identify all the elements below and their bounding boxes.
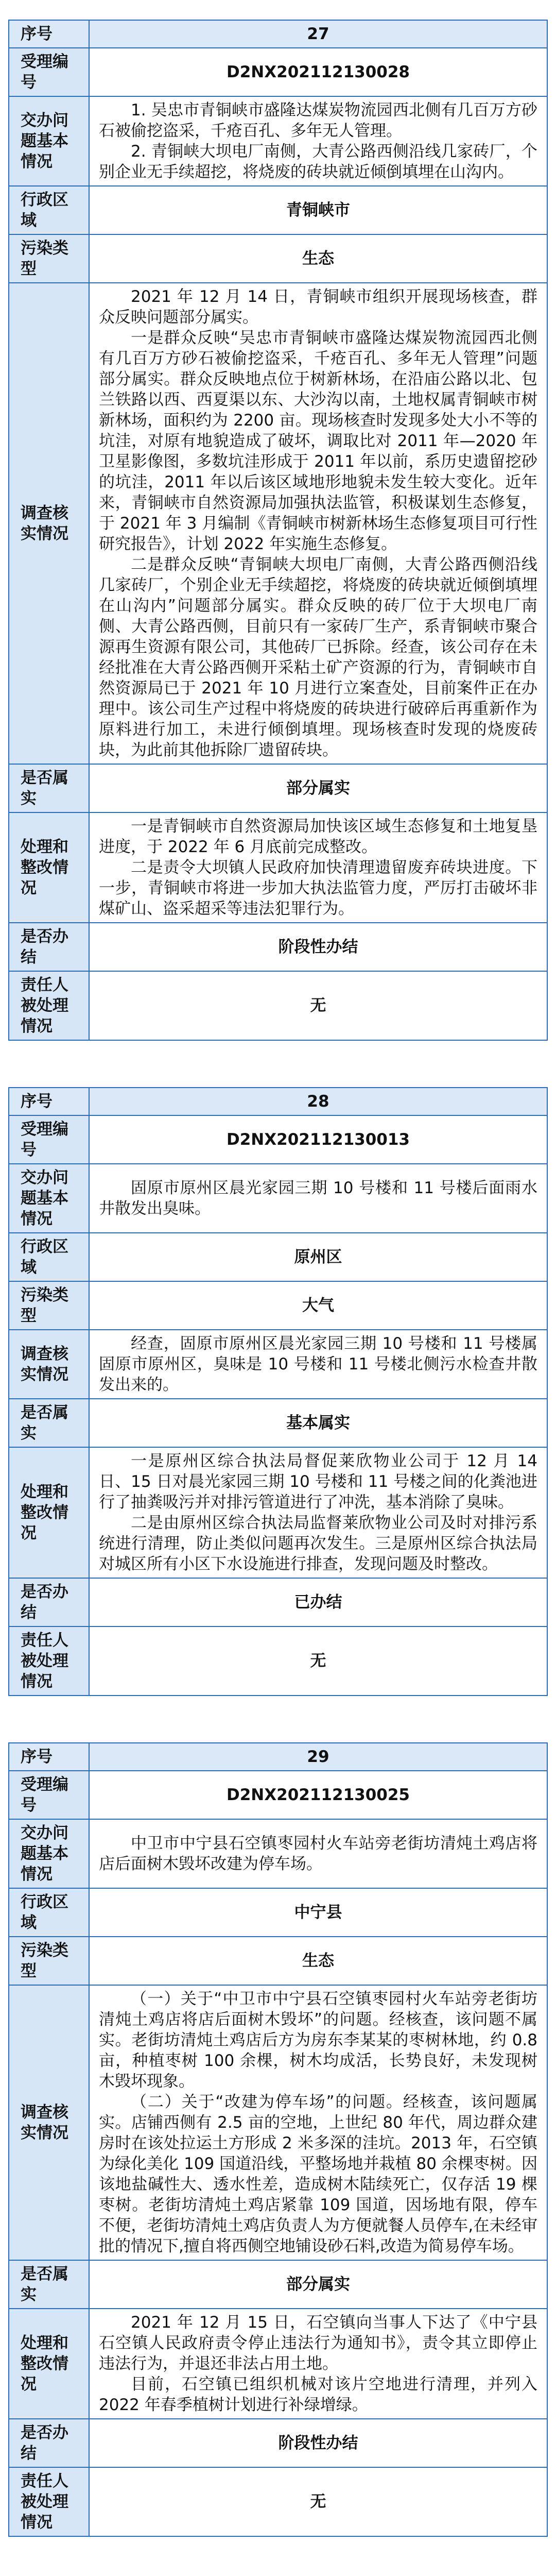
investigation-paragraph: （一）关于“中卫市中宁县石空镇枣园村火车站旁老街坊清炖土鸡店将店后面树木毁坏”的问题。经核查，该问题不属实。老街坊清炖土鸡店后方为房东李某某的枣树林地，约 0.8 亩，种植枣树 100 余棵，树木均成活，长势良好，未发现树木毁坏现象。	[99, 1990, 537, 2091]
handling-value	[89, 812, 547, 923]
problem-paragraph: 2. 青铜峡大坝电厂南侧，大青公路西侧沿线几家砖厂，个别企业无手续超挖，将烧废的砖块就近倾倒填埋在山沟内。	[99, 142, 537, 181]
accountability-label: 责任人被处理情况	[9, 1626, 89, 1696]
record-table-27	[8, 20, 548, 1041]
investigation-value	[89, 1985, 547, 2260]
region-label: 行政区域	[9, 186, 89, 234]
pollution-value: 生态	[89, 234, 547, 283]
accountability-value: 无	[89, 1626, 547, 1696]
accountability-value: 无	[89, 2467, 547, 2536]
case-id-value: D2NX202112130025	[89, 1771, 547, 1819]
problem-value	[89, 1164, 547, 1233]
completed-label: 是否办结	[9, 1578, 89, 1626]
verified-value: 基本属实	[89, 1399, 547, 1447]
problem-paragraph: 1. 吴忠市青铜峡市盛隆达煤炭物流园西北侧有几百万方砂石被偷挖盗采，千疮百孔、多年无人管理。	[99, 101, 537, 140]
problem-value	[89, 96, 547, 186]
case-id-value: D2NX202112130013	[89, 1115, 547, 1164]
pollution-label: 污染类型	[9, 1281, 89, 1330]
investigation-label: 调查核实情况	[9, 1985, 89, 2260]
investigation-paragraph: 一是群众反映“吴忠市青铜峡市盛隆达煤炭物流园西北侧有几百万方砂石被偷挖盗采，千疮百孔、多年无人管理”问题部分属实。群众反映地点位于树新林场，在沿庙公路以北、包兰铁路以西、西夏渠以东、大沙沟以南，土地权属青铜峡市树新林场，面积约为 2200 亩。现场核查时发现多处大小不等的坑洼，对原有地貌造成了破坏，调取比对 2011 年—2020 年卫星影像图，多数坑洼形成于 2011 年以前，系历史遗留挖砂的坑洼，2011 年以后该区域地形地貌未发生较大变化。近年来，青铜峡市自然资源局加强执法监管，积极谋划生态修复，于 2021 年 3 月编制《青铜峡市树新林场生态修复项目可行性研究报告》，计划 2022 年实施生态修复。	[99, 329, 537, 553]
handling-paragraph: 二是责令大坝镇人民政府加快清理遗留废弃砖块进度。下一步，青铜峡市将进一步加大执法监管力度，严厉打击破坏非煤矿山、盗采超采等违法犯罪行为。	[99, 858, 537, 918]
investigation-paragraph: 2021 年 12 月 14 日，青铜峡市组织开展现场核查，群众反映问题部分属实。	[99, 287, 537, 327]
handling-paragraph: 目前，石空镇已组织机械对该片空地进行清理，并列入 2022 年春季植树计划进行补绿增绿。	[99, 2375, 537, 2414]
problem-paragraph: 固原市原州区晨光家园三期 10 号楼和 11 号楼后面雨水井散发出臭味。	[99, 1179, 537, 1218]
investigation-paragraph: 经查，固原市原州区晨光家园三期 10 号楼和 11 号楼属固原市原州区，臭味是 10 号楼和 11 号楼北侧污水检查井散发出来的。	[99, 1334, 537, 1394]
pollution-value: 大气	[89, 1281, 547, 1330]
table-gap	[0, 1041, 556, 1087]
verified-value: 部分属实	[89, 764, 547, 812]
pollution-label: 污染类型	[9, 234, 89, 283]
seq-value: 27	[89, 20, 547, 48]
case-id-value: D2NX202112130028	[89, 48, 547, 96]
region-label: 行政区域	[9, 1888, 89, 1937]
handling-value	[89, 1447, 547, 1578]
region-value: 原州区	[89, 1233, 547, 1281]
verified-label: 是否属实	[9, 764, 89, 812]
handling-paragraph: 二是由原州区综合执法局监督莱欣物业公司及时对排污系统进行清理，防止类似问题再次发生。三是原州区综合执法局对城区所有小区下水设施进行排查，发现问题及时整改。	[99, 1514, 537, 1573]
seq-label: 序号	[9, 1088, 89, 1115]
accountability-label: 责任人被处理情况	[9, 971, 89, 1040]
record-table-28	[8, 1087, 548, 1696]
investigation-paragraph: 二是群众反映“青铜峡大坝电厂南侧，大青公路西侧沿线几家砖厂，个别企业无手续超挖，将烧废的砖块就近倾倒填埋在山沟内”问题部分属实。群众反映的砖厂位于大坝电厂南侧、大青公路西侧，目前只有一家砖厂生产，系青铜峡市聚合源再生资源有限公司，其他砖厂已拆除。经查，该公司存在未经批准在大青公路西侧开采粘土矿产资源的行为，青铜峡市自然资源局已于 2021 年 10 月进行立案查处，目前案件正在办理中。该公司生产过程中将烧废的砖块进行破碎后再重新作为原料进行加工，未进行倾倒填埋。现场核查时发现的烧废砖块，为此前其他拆除厂遗留砖块。	[99, 555, 537, 759]
verified-value: 部分属实	[89, 2260, 547, 2309]
case-id-label: 受理编号	[9, 1771, 89, 1819]
problem-value	[89, 1819, 547, 1888]
completed-label: 是否办结	[9, 2419, 89, 2467]
case-id-label: 受理编号	[9, 1115, 89, 1164]
handling-paragraph: 2021 年 12 月 15 日，石空镇向当事人下达了《中宁县石空镇人民政府责令停止违法行为通知书》，责令其立即停止违法行为，并退还非法占用土地。	[99, 2313, 537, 2373]
region-value: 中宁县	[89, 1888, 547, 1937]
completed-value: 阶段性办结	[89, 2419, 547, 2467]
handling-label: 处理和整改情况	[9, 1447, 89, 1578]
problem-label: 交办问题基本情况	[9, 1164, 89, 1233]
accountability-label: 责任人被处理情况	[9, 2467, 89, 2536]
problem-paragraph: 中卫市中宁县石空镇枣园村火车站旁老街坊清炖土鸡店将店后面树木毁坏改建为停车场。	[99, 1834, 537, 1873]
seq-value: 28	[89, 1088, 547, 1115]
verified-label: 是否属实	[9, 2260, 89, 2309]
completed-value: 已办结	[89, 1578, 547, 1626]
region-value: 青铜峡市	[89, 186, 547, 234]
record-table-29	[8, 1742, 548, 2537]
seq-label: 序号	[9, 1743, 89, 1771]
completed-value: 阶段性办结	[89, 923, 547, 971]
investigation-paragraph: （二）关于“改建为停车场”的问题。经核查，该问题属实。店铺西侧有 2.5 亩的空地，上世纪 80 年代，周边群众建房时在该处拉运土方形成 2 米多深的洼坑。2013 年，石空镇为绿化美化 109 国道沿线，平整场地并栽植 80 余棵枣树。因该地盐碱性大、透水性差，造成树木陆续死亡，仅存活 19 棵枣树。老街坊清炖土鸡店紧靠 109 国道，因场地有限，停车不便，老街坊清炖土鸡店负责人为方便就餐人员停车,在未经审批的情况下,擅自将西侧空地铺设砂石料,改造为简易停车场。	[99, 2093, 537, 2256]
pollution-value: 生态	[89, 1937, 547, 1985]
verified-label: 是否属实	[9, 1399, 89, 1447]
case-id-label: 受理编号	[9, 48, 89, 96]
handling-paragraph: 一是青铜峡市自然资源局加快该区域生态修复和土地复垦进度，于 2022 年 6 月底前完成整改。	[99, 817, 537, 856]
handling-value	[89, 2309, 547, 2419]
handling-paragraph: 一是原州区综合执法局督促莱欣物业公司于 12 月 14 日、15 日对晨光家园三期 10 号楼和 11 号楼之间的化粪池进行了抽粪吸污并对排污管道进行了冲洗，基本消除了臭味。	[99, 1452, 537, 1512]
pollution-label: 污染类型	[9, 1937, 89, 1985]
investigation-label: 调查核实情况	[9, 1330, 89, 1399]
region-label: 行政区域	[9, 1233, 89, 1281]
seq-value: 29	[89, 1743, 547, 1771]
investigation-label: 调查核实情况	[9, 283, 89, 764]
investigation-value	[89, 283, 547, 764]
handling-label: 处理和整改情况	[9, 2309, 89, 2419]
handling-label: 处理和整改情况	[9, 812, 89, 923]
accountability-value: 无	[89, 971, 547, 1040]
seq-label: 序号	[9, 20, 89, 48]
completed-label: 是否办结	[9, 923, 89, 971]
table-gap	[0, 1696, 556, 1742]
problem-label: 交办问题基本情况	[9, 1819, 89, 1888]
problem-label: 交办问题基本情况	[9, 96, 89, 186]
investigation-value	[89, 1330, 547, 1399]
